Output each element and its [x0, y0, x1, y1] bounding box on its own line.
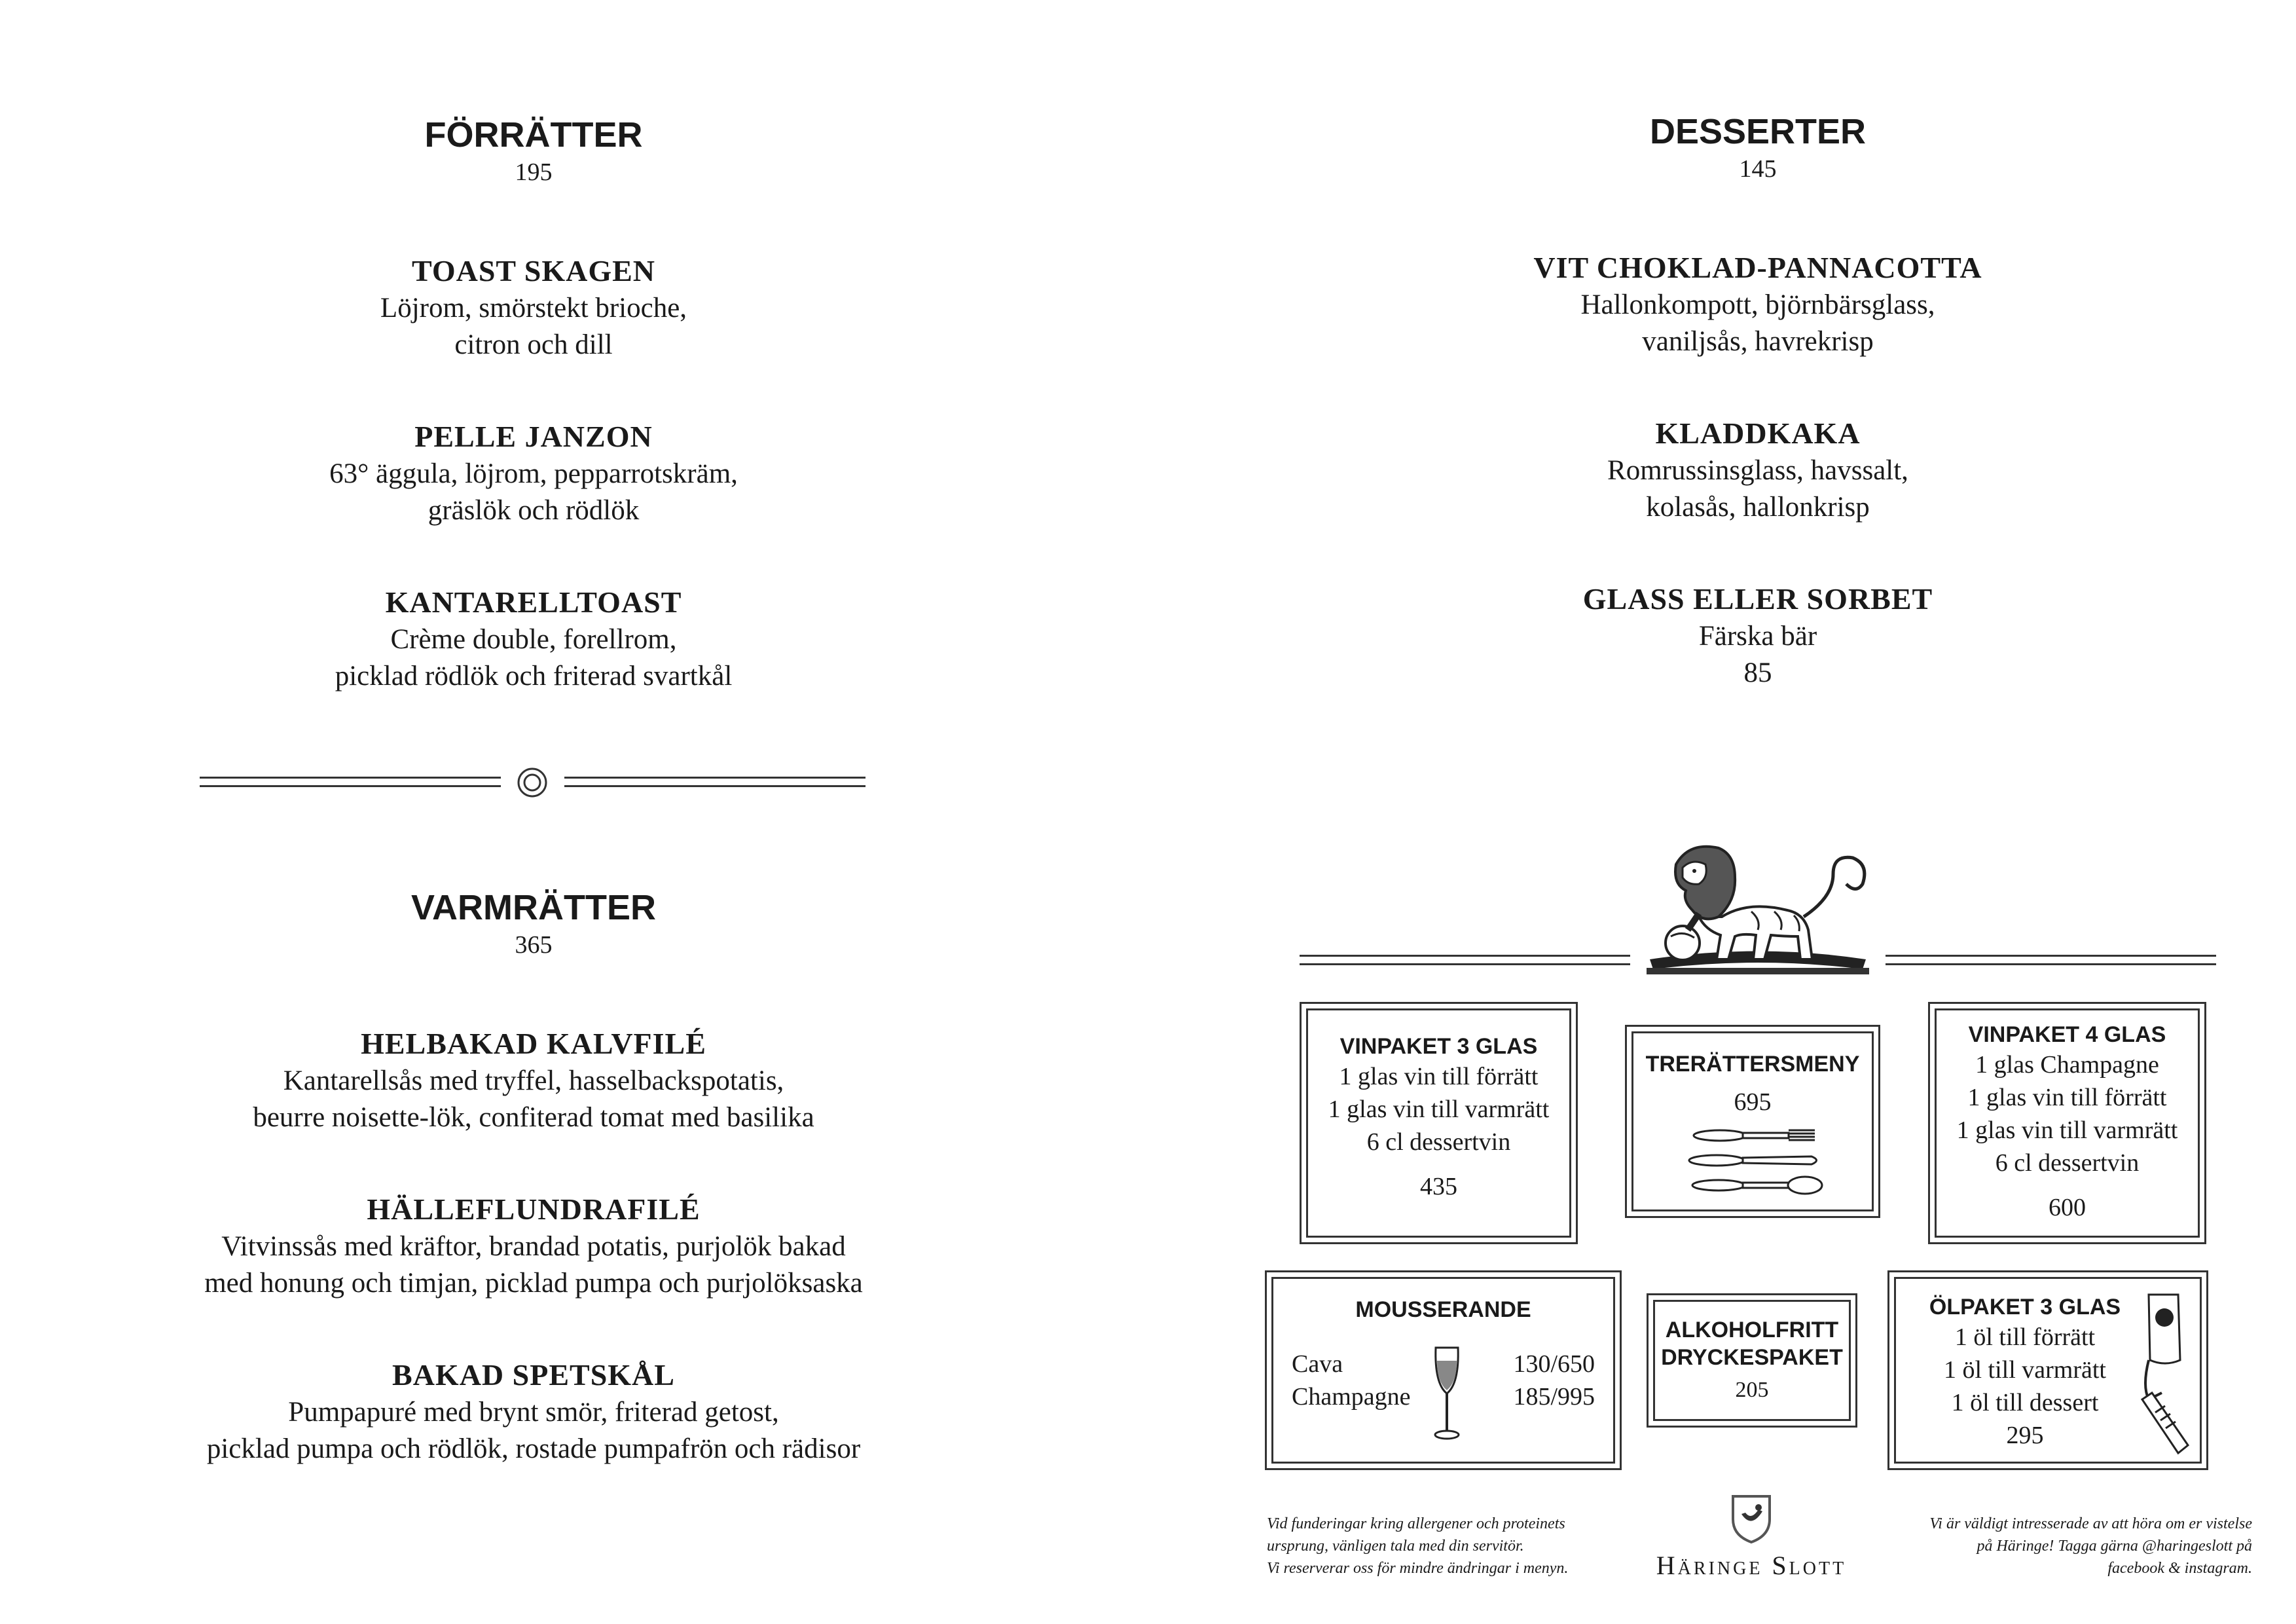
package-title: ÖLPAKET 3 GLAS	[1929, 1295, 2121, 1320]
lion-emblem-icon	[1637, 838, 1879, 979]
starters-title: FÖRRÄTTER	[424, 115, 643, 155]
mains-price: 365	[515, 931, 553, 959]
note-line: Vid funderingar kring allergener och proteinets	[1267, 1515, 1565, 1532]
package-title: TRERÄTTERSMENY	[1645, 1052, 1860, 1077]
package-line: 1 glas Champagne	[1975, 1051, 2159, 1079]
dish-name: KANTARELLTOAST	[385, 585, 682, 619]
package-line: 1 glas vin till varmrätt	[1328, 1096, 1550, 1123]
package-sparkling	[1265, 1270, 1622, 1470]
mains-header	[183, 887, 884, 959]
package-line: 1 glas vin till förrätt	[1967, 1084, 2167, 1111]
dish-desc: 85	[1743, 657, 1772, 688]
main-dish-3	[98, 1356, 969, 1467]
dish-name: HELBAKAD KALVFILÉ	[361, 1027, 706, 1060]
beer-bottle-icon	[2129, 1288, 2195, 1462]
brand-logo	[1640, 1493, 1863, 1581]
dish-desc: Crème double, forellrom,	[390, 624, 677, 655]
ornament-icon	[516, 766, 549, 799]
desserts-title: DESSERTER	[1649, 112, 1867, 151]
dessert-dish-3	[1388, 580, 2128, 692]
package-line: 6 cl dessertvin	[1366, 1128, 1511, 1156]
package-line: 1 öl till förrätt	[1954, 1323, 2096, 1351]
dish-desc: Färska bär	[1698, 621, 1817, 652]
dish-desc: 63° äggula, löjrom, pepparrotskräm,	[329, 458, 738, 489]
main-dish-2	[98, 1190, 969, 1302]
note-line: Vi är väldigt intresserade av att höra om er vistelse	[1929, 1515, 2252, 1532]
starter-dish-3	[131, 583, 936, 695]
dish-name: GLASS ELLER SORBET	[1582, 582, 1933, 616]
shield-logo-icon	[1640, 1493, 1863, 1547]
divider-line-left	[200, 777, 501, 787]
package-line: 1 öl till varmrätt	[1943, 1356, 2106, 1384]
note-line: facebook & instagram.	[2107, 1560, 2252, 1577]
dish-desc: Vitvinssås med kräftor, brandad potatis, purjolök bakad	[221, 1231, 846, 1262]
sparkling-row: Cava	[1292, 1350, 1343, 1378]
dish-desc: picklad rödlök och friterad svartkål	[335, 661, 733, 692]
package-wine-4	[1928, 1002, 2206, 1244]
dish-name: BAKAD SPETSKÅL	[392, 1358, 675, 1392]
dish-desc: Romrussinsglass, havssalt,	[1607, 455, 1908, 486]
divider-line-right	[564, 777, 866, 787]
package-title: DRYCKESPAKET	[1661, 1345, 1843, 1370]
dish-name: HÄLLEFLUNDRAFILÉ	[367, 1192, 701, 1226]
sparkling-price: 130/650	[1513, 1350, 1595, 1378]
brand-name: Häringe Slott	[1656, 1551, 1847, 1580]
package-price: 205	[1735, 1378, 1769, 1402]
starters-price: 195	[515, 158, 553, 186]
social-note	[1879, 1513, 2252, 1579]
dish-name: PELLE JANZON	[414, 420, 653, 453]
sparkling-row: Champagne	[1292, 1383, 1411, 1411]
package-line: 6 cl dessertvin	[1995, 1149, 2140, 1177]
dish-desc: Löjrom, smörstekt brioche,	[380, 293, 687, 323]
desserts-header	[1408, 111, 2108, 183]
starters-header	[183, 115, 884, 187]
package-title: ALKOHOLFRITT	[1665, 1318, 1839, 1342]
dish-desc: kolasås, hallonkrisp	[1646, 492, 1870, 523]
main-dish-1	[98, 1025, 969, 1136]
package-title: MOUSSERANDE	[1355, 1297, 1531, 1322]
package-alcohol-free	[1647, 1293, 1857, 1428]
note-line: ursprung, vänligen tala med din servitör.	[1267, 1538, 1524, 1555]
package-title: VINPAKET 3 GLAS	[1339, 1034, 1538, 1059]
package-line: 1 öl till dessert	[1951, 1389, 2099, 1416]
desserts-price: 145	[1739, 155, 1777, 183]
dish-desc: med honung och timjan, picklad pumpa och purjolöksaska	[204, 1268, 863, 1299]
starter-dish-1	[131, 252, 936, 363]
sparkling-price: 185/995	[1513, 1383, 1595, 1411]
dish-name: TOAST SKAGEN	[411, 254, 656, 287]
dish-name: KLADDKAKA	[1655, 416, 1861, 450]
allergen-note	[1267, 1513, 1607, 1579]
dish-desc: citron och dill	[454, 329, 613, 360]
dish-desc: Hallonkompott, björnbärsglass,	[1580, 289, 1935, 320]
package-title: VINPAKET 4 GLAS	[1968, 1022, 2166, 1047]
dish-desc: Pumpapuré med brynt smör, friterad getost,	[288, 1397, 779, 1428]
package-price: 435	[1420, 1173, 1457, 1200]
package-wine-3	[1300, 1002, 1578, 1244]
package-price: 600	[2049, 1194, 2086, 1221]
divider-line-left	[1300, 955, 1630, 965]
package-line: 1 glas vin till varmrätt	[1956, 1116, 2178, 1144]
champagne-glass-icon	[1430, 1344, 1463, 1446]
cutlery-icon	[1633, 1122, 1872, 1201]
dessert-dish-2	[1388, 415, 2128, 526]
dish-desc: beurre noisette-lök, confiterad tomat med basilika	[253, 1102, 814, 1133]
divider-line-right	[1886, 955, 2216, 965]
dish-desc: Kantarellsås med tryffel, hasselbackspotatis,	[283, 1065, 784, 1096]
note-line: på Häringe! Tagga gärna @haringeslott på	[1977, 1538, 2252, 1555]
dish-desc: vaniljsås, havrekrisp	[1642, 326, 1874, 357]
package-line: 1 glas vin till förrätt	[1339, 1063, 1539, 1090]
package-beer-3	[1887, 1270, 2208, 1470]
dish-name: VIT CHOKLAD-PANNACOTTA	[1533, 251, 1982, 284]
starter-dish-2	[131, 418, 936, 529]
package-three-course	[1625, 1025, 1880, 1218]
mains-title: VARMRÄTTER	[411, 888, 656, 927]
dish-desc: gräslök och rödlök	[428, 495, 640, 526]
dessert-dish-1	[1388, 249, 2128, 360]
package-price: 695	[1734, 1088, 1772, 1116]
note-line: Vi reserverar oss för mindre ändringar i menyn.	[1267, 1560, 1569, 1577]
package-price: 295	[2006, 1422, 2044, 1449]
dish-desc: picklad pumpa och rödlök, rostade pumpafrön och rädisor	[206, 1433, 861, 1464]
